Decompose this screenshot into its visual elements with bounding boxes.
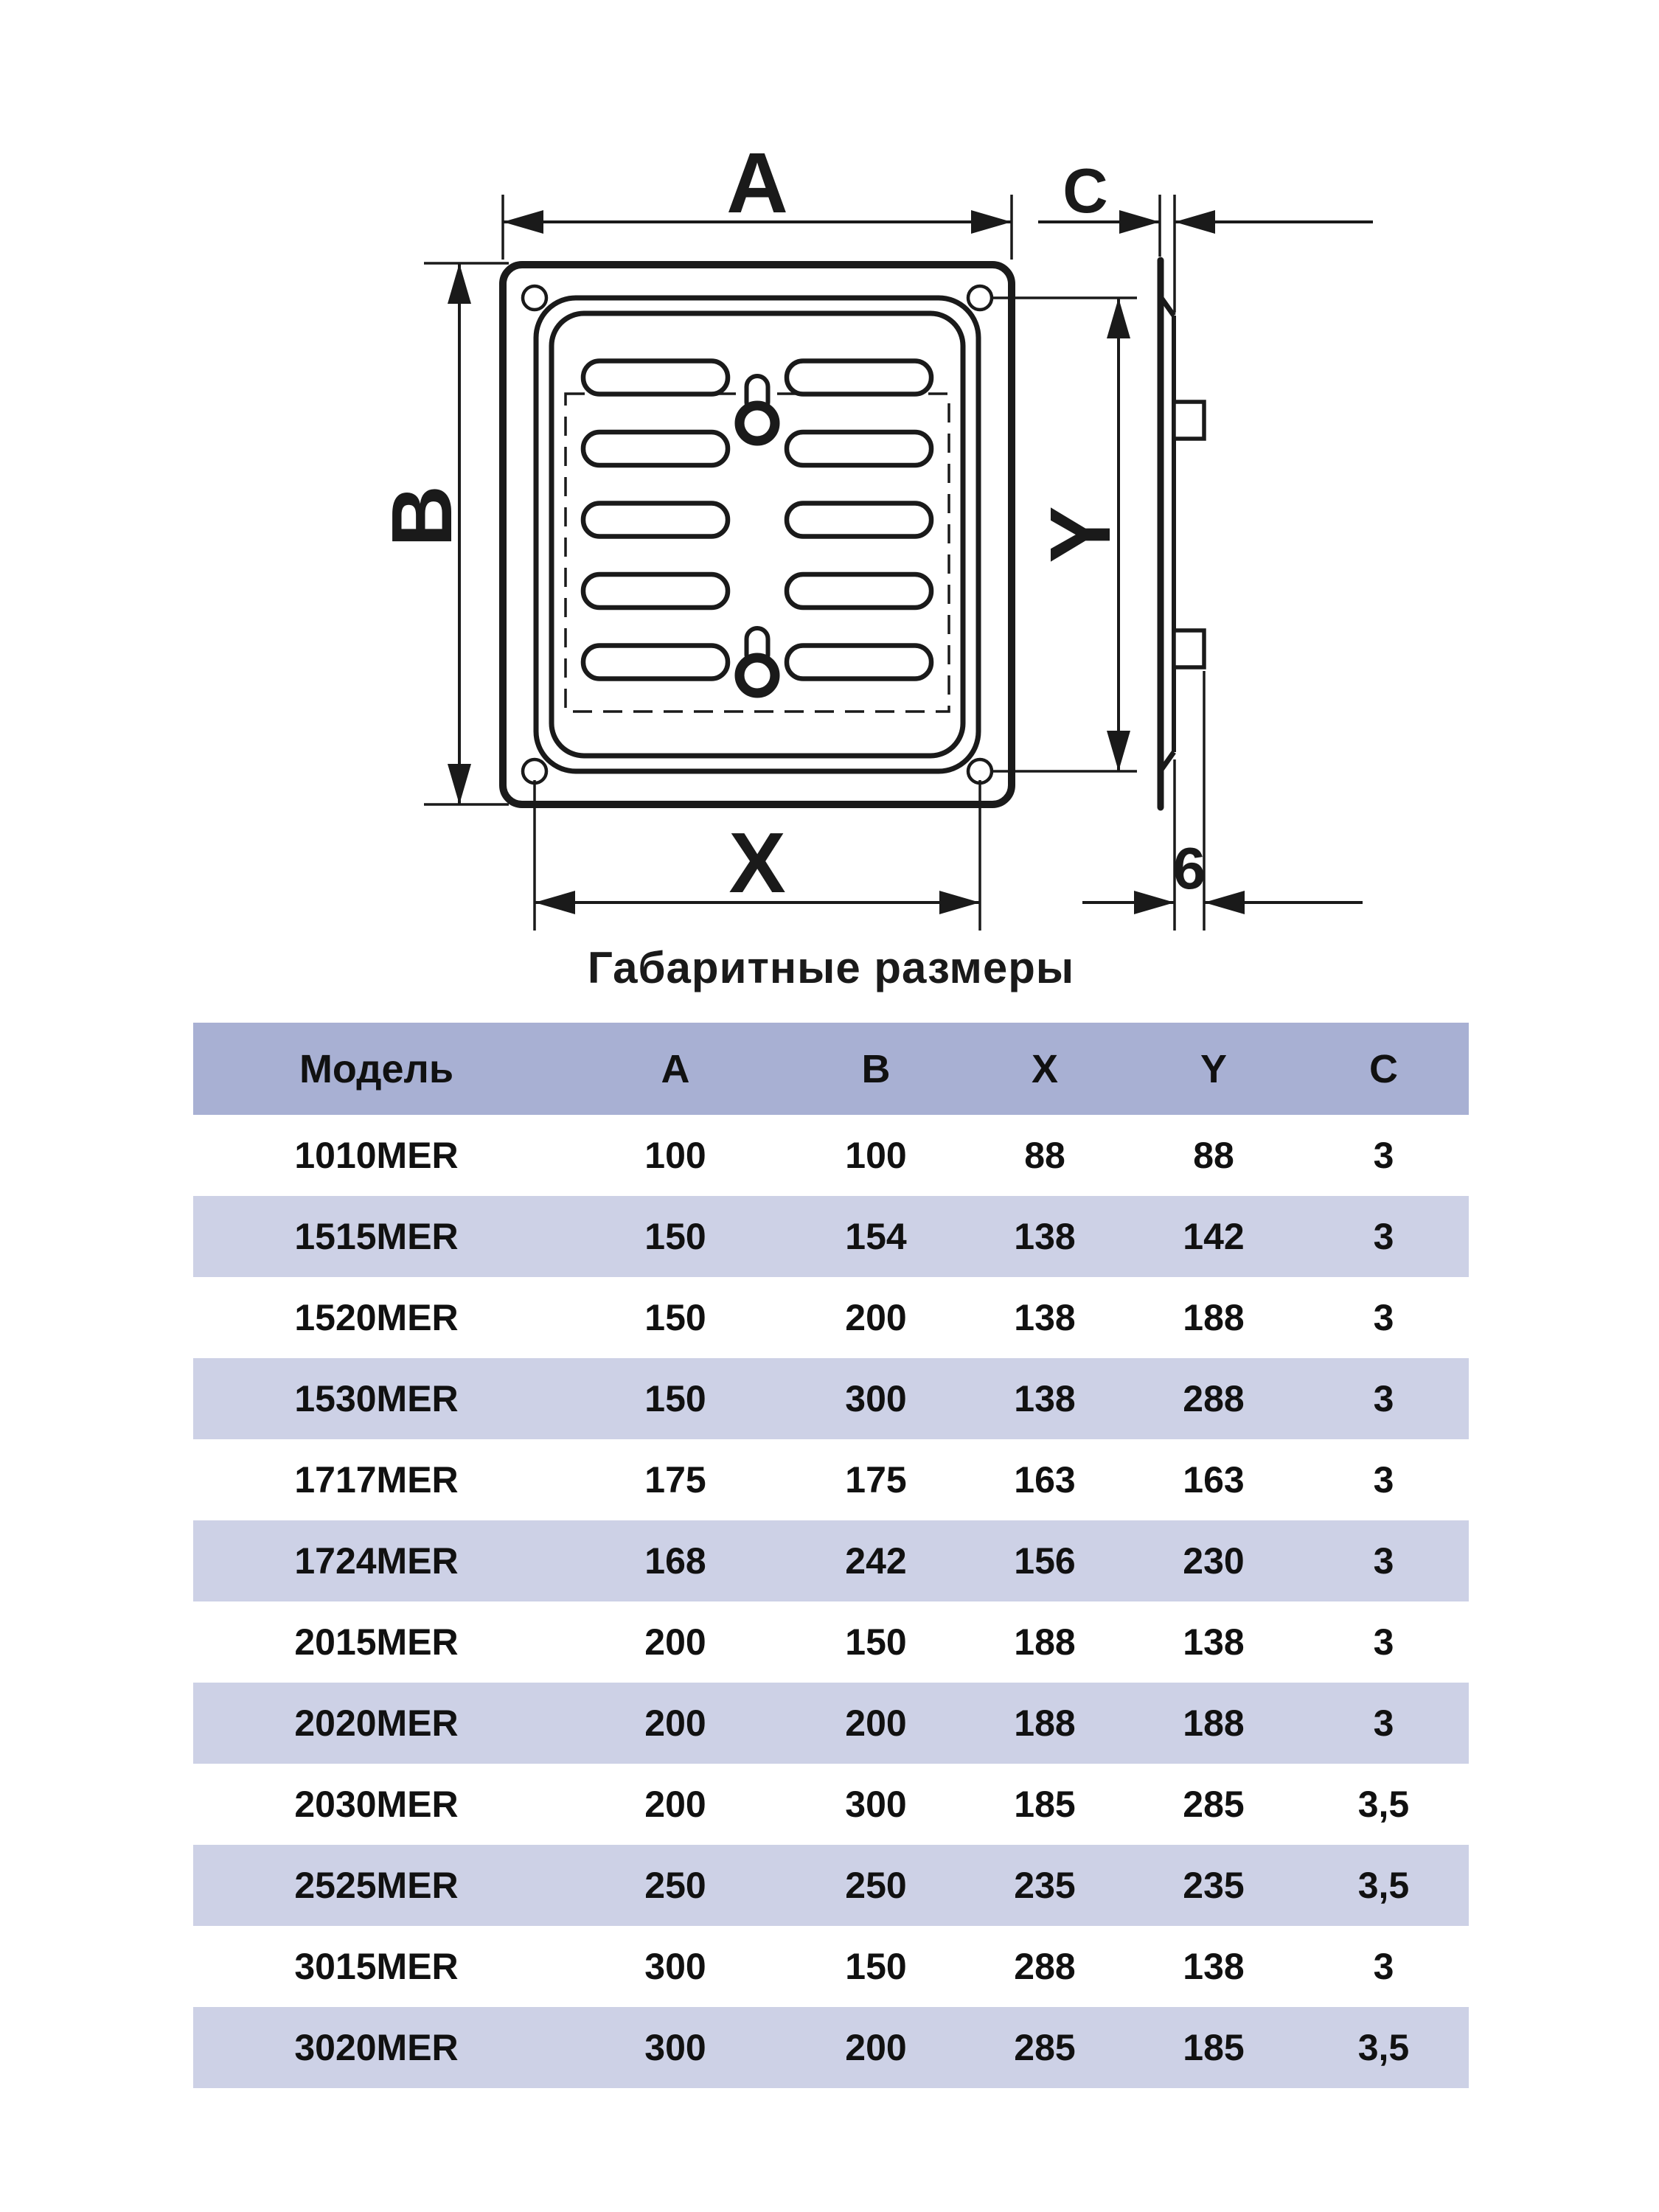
model-cell: 2030MER xyxy=(294,1784,459,1825)
keyhole-ring xyxy=(740,658,775,693)
value-cell: 300 xyxy=(845,1378,907,1419)
value-cell: 230 xyxy=(1183,1540,1245,1582)
keyhole-hanger-top xyxy=(740,376,775,441)
value-cell: 175 xyxy=(644,1459,706,1500)
value-cell: 200 xyxy=(845,2027,907,2068)
grille-plate xyxy=(503,265,1012,804)
value-cell: 138 xyxy=(1014,1216,1076,1257)
ventilation-slot xyxy=(787,646,931,679)
dimension-drawing xyxy=(0,0,1659,959)
dim-a-label: A xyxy=(726,135,788,231)
value-cell: 188 xyxy=(1183,1297,1245,1338)
value-cell: 138 xyxy=(1183,1621,1245,1663)
column-header-y: Y xyxy=(1129,1023,1298,1115)
table-body xyxy=(193,1115,1469,2088)
side-view-clip-bottom xyxy=(1174,630,1204,667)
value-cell: 3,5 xyxy=(1357,1865,1410,1906)
value-cell: 288 xyxy=(1183,1378,1245,1419)
model-cell: 2015MER xyxy=(294,1621,459,1663)
ventilation-slot xyxy=(583,361,728,394)
value-cell: 188 xyxy=(1014,1703,1076,1744)
value-cell: 188 xyxy=(1183,1703,1245,1744)
table-row xyxy=(193,1115,1469,1196)
table-row xyxy=(193,1196,1469,1277)
keyhole-hanger-bottom xyxy=(740,628,775,693)
ventilation-slot xyxy=(583,432,728,465)
dimension-a xyxy=(503,135,1012,260)
table-header xyxy=(193,1023,1469,1115)
value-cell: 3 xyxy=(1373,1946,1394,1987)
table-row xyxy=(193,2007,1469,2088)
column-header-x: X xyxy=(961,1023,1129,1115)
model-cell: 1717MER xyxy=(294,1459,459,1500)
model-cell: 1724MER xyxy=(294,1540,459,1582)
model-cell: 1530MER xyxy=(294,1378,459,1419)
value-cell: 300 xyxy=(644,1946,706,1987)
table-row xyxy=(193,1277,1469,1358)
ventilation-slot xyxy=(787,504,931,537)
dimension-c xyxy=(1038,156,1373,313)
value-cell: 200 xyxy=(845,1297,907,1338)
value-cell: 168 xyxy=(644,1540,706,1582)
dim-standoff-label: 6 xyxy=(1172,835,1206,901)
value-cell: 3 xyxy=(1373,1297,1394,1338)
value-cell: 285 xyxy=(1014,2027,1076,2068)
ventilation-slot xyxy=(787,361,931,394)
value-cell: 3 xyxy=(1373,1216,1394,1257)
dim-y-label: Y xyxy=(1032,506,1128,563)
value-cell: 142 xyxy=(1183,1216,1245,1257)
table-row xyxy=(193,1926,1469,2007)
side-view xyxy=(1161,260,1204,807)
value-cell: 175 xyxy=(845,1459,907,1500)
table-row xyxy=(193,1520,1469,1601)
value-cell: 200 xyxy=(644,1784,706,1825)
value-cell: 242 xyxy=(845,1540,907,1582)
dim-b-label: B xyxy=(374,485,470,547)
value-cell: 200 xyxy=(644,1621,706,1663)
value-cell: 285 xyxy=(1183,1784,1245,1825)
value-cell: 150 xyxy=(845,1946,907,1987)
ventilation-slot xyxy=(787,574,931,608)
column-header-c: C xyxy=(1298,1023,1469,1115)
value-cell: 138 xyxy=(1183,1946,1245,1987)
value-cell: 3 xyxy=(1373,1703,1394,1744)
value-cell: 250 xyxy=(845,1865,907,1906)
model-cell: 2525MER xyxy=(294,1865,459,1906)
table-row xyxy=(193,1358,1469,1439)
model-cell: 1010MER xyxy=(294,1135,459,1176)
model-cell: 2020MER xyxy=(294,1703,459,1744)
dimension-b xyxy=(374,263,509,804)
value-cell: 3 xyxy=(1373,1459,1394,1500)
value-cell: 163 xyxy=(1014,1459,1076,1500)
table-row xyxy=(193,1439,1469,1520)
table-row xyxy=(193,1845,1469,1926)
value-cell: 3,5 xyxy=(1357,2027,1410,2068)
column-header-a: A xyxy=(560,1023,791,1115)
dimensions-table xyxy=(193,1023,1469,2088)
value-cell: 100 xyxy=(845,1135,907,1176)
value-cell: 200 xyxy=(845,1703,907,1744)
value-cell: 235 xyxy=(1183,1865,1245,1906)
value-cell: 138 xyxy=(1014,1297,1076,1338)
value-cell: 154 xyxy=(845,1216,907,1257)
value-cell: 185 xyxy=(1014,1784,1076,1825)
keyhole-ring xyxy=(740,406,775,441)
value-cell: 235 xyxy=(1014,1865,1076,1906)
table-row xyxy=(193,1601,1469,1683)
value-cell: 150 xyxy=(644,1297,706,1338)
column-header-model: Модель xyxy=(193,1023,560,1115)
model-cell: 3020MER xyxy=(294,2027,459,2068)
value-cell: 3 xyxy=(1373,1621,1394,1663)
dim-x-label: X xyxy=(728,815,786,911)
column-header-b: B xyxy=(791,1023,961,1115)
value-cell: 188 xyxy=(1014,1621,1076,1663)
ventilation-slot xyxy=(583,504,728,537)
ventilation-slot xyxy=(787,432,931,465)
value-cell: 150 xyxy=(644,1378,706,1419)
table-title: Габаритные размеры xyxy=(587,943,1075,992)
model-cell: 1520MER xyxy=(294,1297,459,1338)
value-cell: 100 xyxy=(644,1135,706,1176)
value-cell: 88 xyxy=(1193,1135,1234,1176)
value-cell: 288 xyxy=(1014,1946,1076,1987)
value-cell: 3 xyxy=(1373,1135,1394,1176)
value-cell: 185 xyxy=(1183,2027,1245,2068)
value-cell: 163 xyxy=(1183,1459,1245,1500)
side-view-clip-top xyxy=(1174,402,1204,439)
value-cell: 250 xyxy=(644,1865,706,1906)
value-cell: 300 xyxy=(644,2027,706,2068)
table-header-row xyxy=(193,1023,1469,1115)
dimension-standoff xyxy=(1082,671,1363,931)
value-cell: 88 xyxy=(1024,1135,1065,1176)
value-cell: 138 xyxy=(1014,1378,1076,1419)
model-cell: 1515MER xyxy=(294,1216,459,1257)
value-cell: 200 xyxy=(644,1703,706,1744)
ventilation-slot xyxy=(583,646,728,679)
dim-c-label: C xyxy=(1062,156,1108,226)
value-cell: 150 xyxy=(644,1216,706,1257)
model-cell: 3015MER xyxy=(294,1946,459,1987)
value-cell: 3 xyxy=(1373,1378,1394,1419)
ventilation-slot xyxy=(583,574,728,608)
value-cell: 150 xyxy=(845,1621,907,1663)
value-cell: 300 xyxy=(845,1784,907,1825)
table-row xyxy=(193,1764,1469,1845)
value-cell: 3,5 xyxy=(1357,1784,1410,1825)
value-cell: 156 xyxy=(1014,1540,1076,1582)
value-cell: 3 xyxy=(1373,1540,1394,1582)
table-row xyxy=(193,1683,1469,1764)
